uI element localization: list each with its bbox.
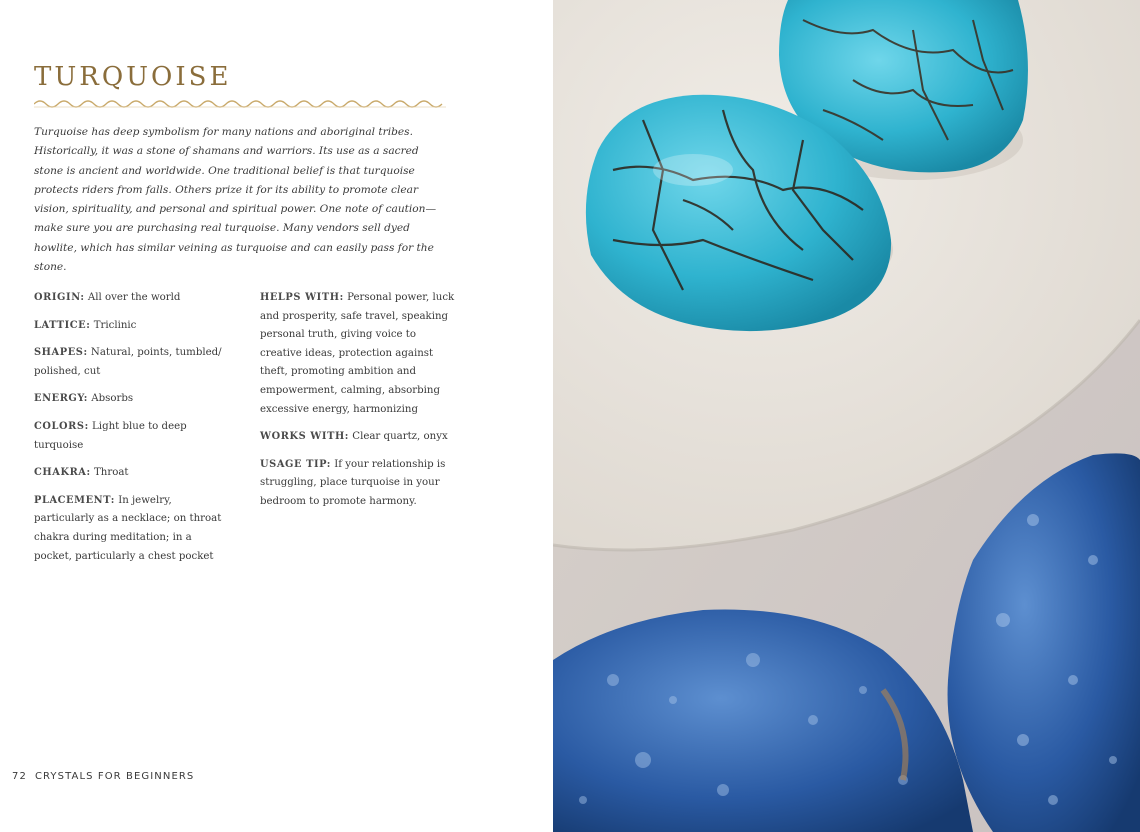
facts-right-column	[260, 289, 456, 521]
book-title: CRYSTALS FOR BEGINNERS	[34, 771, 195, 782]
fact-shapes	[34, 344, 230, 381]
fact-text: Triclinic	[93, 319, 137, 331]
fact-usage-tip	[260, 456, 456, 512]
fact-label: ENERGY:	[34, 393, 88, 405]
fact-text: In jewelry, particularly as a necklace; on throat chakra during meditation; in a pocket, particularly a chest pocket	[34, 494, 222, 562]
fact-label: SHAPES:	[34, 347, 88, 359]
fact-label: CHAKRA:	[34, 467, 91, 479]
fact-text: Light blue to deep turquoise	[34, 420, 187, 451]
fact-text: Personal power, luck and prosperity, safe travel, speaking personal truth, giving voice to creative ideas, protection against theft, promoting ambition and empowerment, calming, absorbing excessive energy, harmonizing	[260, 292, 455, 415]
fact-works-with	[260, 428, 456, 447]
fact-label: LATTICE:	[34, 319, 91, 331]
fact-energy	[34, 390, 230, 409]
fact-lattice	[34, 317, 230, 336]
page-footer	[12, 771, 194, 782]
fact-label: WORKS WITH:	[260, 431, 350, 443]
fact-origin	[34, 289, 230, 308]
fact-colors	[34, 418, 230, 455]
facts-left-column	[34, 289, 230, 575]
intro-paragraph: Turquoise has deep symbolism for many nations and aboriginal tribes. Historically, it was a stone of shamans and warriors. Its use as a sacred stone is ancient and worldwide. One traditional belief is that turquoise protects riders from falls. Others prize it for its ability to promote clear vision, spirituality, and personal and spiritual power. One note of caution—make sure you are purchasing real turquoise. Many vendors sell dyed howlite, which has similar veining as turquoise and can easily pass for the stone.	[34, 126, 437, 274]
fact-text: If your relationship is struggling, place turquoise in your bedroom to promote harmony.	[260, 458, 446, 507]
fact-label: ORIGIN:	[34, 292, 85, 303]
fact-label: USAGE TIP:	[260, 458, 331, 470]
text-page	[0, 0, 553, 832]
fact-label: COLORS:	[34, 420, 89, 432]
page-number: 72	[12, 771, 27, 782]
fact-text: Absorbs	[91, 393, 134, 405]
fact-placement	[34, 492, 230, 566]
fact-text: Clear quartz, onyx	[352, 431, 448, 443]
fact-text: Throat	[93, 467, 129, 479]
fact-text: Natural, points, tumbled/ polished, cut	[34, 347, 222, 377]
fact-chakra	[34, 464, 230, 483]
fact-text: All over the world	[87, 292, 181, 303]
page-title: TURQUOISE	[34, 62, 232, 92]
fact-label: PLACEMENT:	[34, 494, 115, 506]
fact-label: HELPS WITH:	[260, 292, 344, 303]
turquoise-stones-photo	[553, 0, 1140, 832]
wavy-divider	[34, 97, 446, 111]
fact-helps-with	[260, 289, 456, 419]
